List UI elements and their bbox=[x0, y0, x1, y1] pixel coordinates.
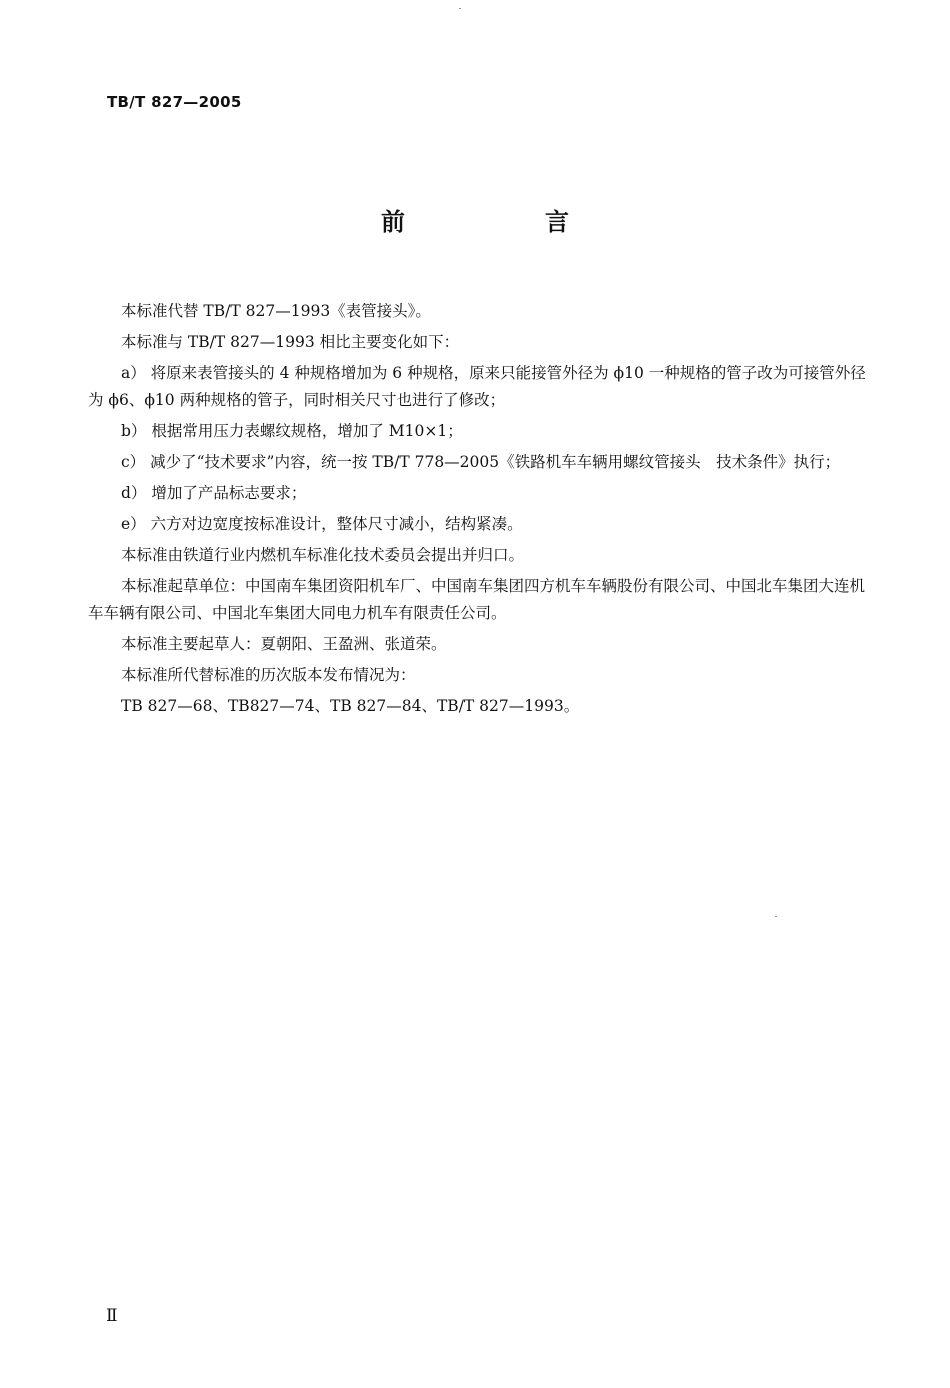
scan-speck bbox=[775, 916, 777, 917]
page-number: Ⅱ bbox=[106, 1306, 118, 1326]
page-title: 前 言 bbox=[381, 208, 627, 236]
paragraph-history-versions: TB 827—68、TB827—74、TB 827—84、TB/T 827—1993。 bbox=[121, 697, 580, 715]
list-item-d: d） 增加了产品标志要求； bbox=[121, 484, 307, 502]
paragraph-drafting-units: 本标准起草单位：中国南车集团资阳机车厂、中国南车集团四方机车车辆股份有限公司、中国北车集团大连机车车辆有限公司、中国北车集团大同电力机车有限责任公司。 bbox=[88, 577, 866, 622]
paragraph-history-intro: 本标准所代替标准的历次版本发布情况为： bbox=[121, 666, 416, 684]
paragraph-proposer: 本标准由铁道行业内燃机车标准化技术委员会提出并归口。 bbox=[121, 546, 525, 564]
list-item-c: c） 减少了“技术要求”内容，统一按 TB/T 778—2005《铁路机车车辆用螺纹管接头 技术条件》执行； bbox=[121, 453, 841, 471]
document-code: TB/T 827—2005 bbox=[107, 93, 242, 111]
list-item-a: a） 将原来表管接头的 4 种规格增加为 6 种规格，原来只能接管外径为 ϕ10 一种规格的管子改为可接管外径为 ϕ6、ϕ10 两种规格的管子，同时相关尺寸也进行了修改； bbox=[88, 364, 866, 409]
foreword-body bbox=[88, 298, 876, 724]
paragraph-changes-intro: 本标准与 TB/T 827—1993 相比主要变化如下： bbox=[121, 333, 460, 351]
list-item-b: b） 根据常用压力表螺纹规格，增加了 M10×1； bbox=[121, 422, 463, 440]
paragraph-drafters: 本标准主要起草人：夏朝阳、王盈洲、张道荣。 bbox=[121, 635, 447, 653]
scan-speck bbox=[459, 8, 461, 9]
paragraph-replaces: 本标准代替 TB/T 827—1993《表管接头》。 bbox=[121, 302, 431, 320]
list-item-e: e） 六方对边宽度按标准设计，整体尺寸减小，结构紧凑。 bbox=[121, 515, 523, 533]
